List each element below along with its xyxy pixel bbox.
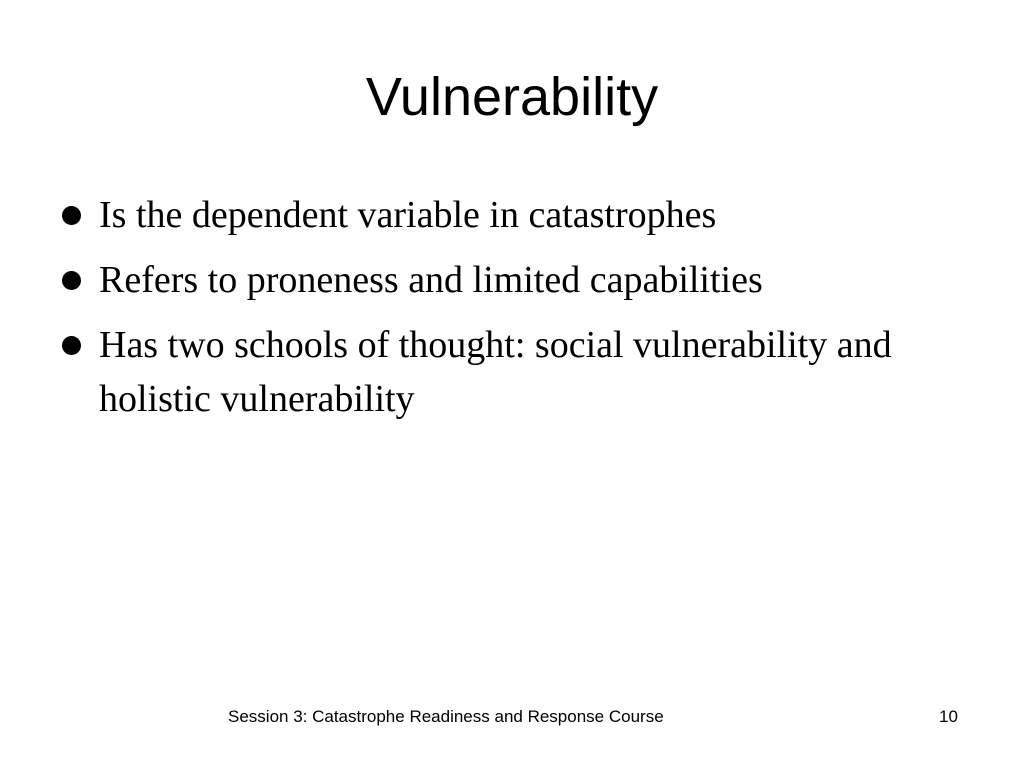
- bullet-list: [62, 188, 942, 437]
- page-number: 10: [939, 707, 958, 726]
- bullet-text: Has two schools of thought: social vulnerability and holistic vulnerability: [99, 324, 892, 420]
- bullet-dot-icon: [62, 336, 81, 355]
- slide-title: Vulnerability: [365, 67, 659, 127]
- bullet-dot-icon: [62, 271, 81, 290]
- bullet-text: Refers to proneness and limited capabilities: [99, 259, 763, 301]
- bullet-item: [62, 253, 942, 307]
- slide-footer: Session 3: Catastrophe Readiness and Response Course: [228, 707, 664, 726]
- bullet-text: Is the dependent variable in catastrophes: [99, 194, 717, 236]
- bullet-dot-icon: [62, 206, 81, 225]
- bullet-item: [62, 318, 942, 426]
- bullet-item: [62, 188, 942, 242]
